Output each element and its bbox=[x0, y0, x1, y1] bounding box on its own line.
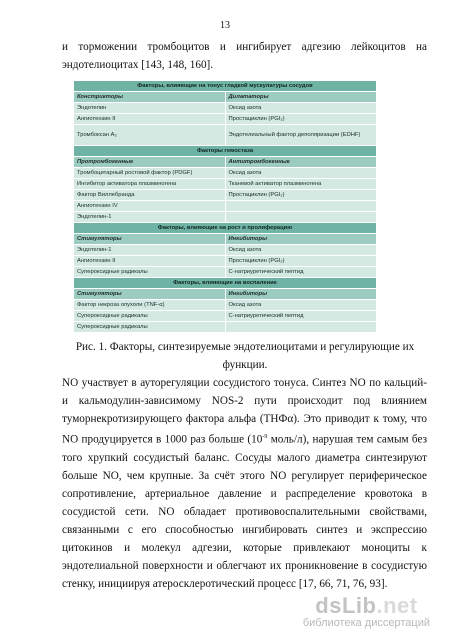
table-section-header bbox=[74, 223, 376, 234]
column-heading: Констрикторы bbox=[74, 92, 225, 103]
watermark-logo-tld: .net bbox=[376, 593, 418, 618]
table-cell: Простациклин (PGI₂) bbox=[225, 114, 376, 125]
column-heading: Антитромбогенные bbox=[225, 157, 376, 168]
table-cell: Тромбоцитарный ростовой фактор (PDGF) bbox=[74, 168, 225, 179]
column-heading: Дилататоры bbox=[225, 92, 376, 103]
body-paragraph bbox=[62, 374, 427, 593]
table-row bbox=[74, 267, 376, 278]
intro-paragraph: и торможении тромбоцитов и ингибирует адгезию лейкоцитов на эндотелиоцитах [143, 148, 160]. bbox=[62, 41, 427, 71]
table-row bbox=[74, 201, 376, 212]
table-cell: Простациклин (PGI₂) bbox=[225, 256, 376, 267]
table-cell: С-натриуретический пептид bbox=[225, 311, 376, 322]
table-subheader bbox=[74, 289, 376, 300]
section-title: Факторы, влияющие на рост и пролиферацию bbox=[74, 223, 376, 234]
table-row bbox=[74, 256, 376, 267]
table-cell: Оксид азота bbox=[225, 245, 376, 256]
table-cell: Оксид азота bbox=[225, 300, 376, 311]
page-number: 13 bbox=[220, 20, 230, 31]
table-cell: Тканевой активатор плазминогена bbox=[225, 179, 376, 190]
table-row bbox=[74, 300, 376, 311]
table-cell: Оксид азота bbox=[225, 103, 376, 114]
table-row bbox=[74, 125, 376, 146]
table-cell: Ангиотензин IV bbox=[74, 201, 225, 212]
table-cell: Супероксидные радикалы bbox=[74, 322, 225, 333]
column-heading: Стимуляторы bbox=[74, 234, 225, 245]
table-cell: Ангиотензин II bbox=[74, 114, 225, 125]
table-cell: Супероксидные радикалы bbox=[74, 311, 225, 322]
table-cell bbox=[225, 201, 376, 212]
table-cell: Эндотелин-1 bbox=[74, 212, 225, 223]
table-section-header bbox=[74, 278, 376, 289]
table-cell: Эндотелин bbox=[74, 103, 225, 114]
table-cell: Ингибитор активатора плазминогена bbox=[74, 179, 225, 190]
table-row bbox=[74, 212, 376, 223]
table-cell: Тромбоксан A₂ bbox=[74, 125, 225, 146]
table-cell: Фактор некроза опухоли (TNF-α) bbox=[74, 300, 225, 311]
table-row bbox=[74, 179, 376, 190]
factors-table bbox=[74, 81, 376, 333]
watermark-subtitle: библиотека диссертаций bbox=[302, 617, 430, 629]
section-title: Факторы гемостаза bbox=[74, 146, 376, 157]
table-row bbox=[74, 168, 376, 179]
table-section-header bbox=[74, 81, 376, 92]
watermark bbox=[303, 593, 430, 629]
table-cell: Оксид азота bbox=[225, 168, 376, 179]
table-cell: Супероксидные радикалы bbox=[74, 267, 225, 278]
table-cell: Эндотелиальный фактор деполяризации (EDHF) bbox=[225, 125, 376, 146]
table-row bbox=[74, 311, 376, 322]
section-title: Факторы, влияющие на воспаление bbox=[74, 278, 376, 289]
table-subheader bbox=[74, 157, 376, 168]
table-cell: С-натриуретический пептид bbox=[225, 267, 376, 278]
table-row bbox=[74, 245, 376, 256]
table-cell: Фактор Виллебранда bbox=[74, 190, 225, 201]
body-text-part2: моль/л), нарушая тем самым без того хрупкий сосудистый баланс. Сосуды малого диаметра синтезируют больше NO, чем крупные. За счёт этого NO регулирует периферическое сопротивление, артериальное давление и распределение кровотока в сосудистой сети. NO обладает противовоспалительными свойствами, связанными с его способностью ингибировать синтез и экспрессию цитокинов и молекул адгезии, которые привлекают моноциты к эндотелиальной поверхности и облегчают их проникновение в сосудистую стенку, инициируя атеросклеротический процесс [17, 66, 71, 76, 93]. bbox=[62, 433, 427, 590]
table-cell: Эндотелин-1 bbox=[74, 245, 225, 256]
body-text-part1: NO участвует в ауторегуляции сосудистого тонуса. Синтез NO по кальций- и кальмодулин-зависимому NOS-2 пути происходит под влиянием туморнекротизирующего фактора альфа (ТНФα). Это приводит к тому, что NO продуцируется в 1000 раз больше (10 bbox=[62, 377, 427, 446]
table-subheader bbox=[74, 92, 376, 103]
table-cell: Ангиотензин II bbox=[74, 256, 225, 267]
table-section-header bbox=[74, 146, 376, 157]
table-row bbox=[74, 190, 376, 201]
table-row bbox=[74, 114, 376, 125]
column-heading: Ингибиторы bbox=[225, 234, 376, 245]
watermark-logo-main: dsLib bbox=[315, 593, 377, 618]
body-text-superscript: -9 bbox=[262, 434, 268, 440]
section-title: Факторы, влияющие на тонус гладкой мускулатуры сосудов bbox=[74, 81, 376, 92]
column-heading: Стимуляторы bbox=[74, 289, 225, 300]
table-cell: Простациклин (PGI₂) bbox=[225, 190, 376, 201]
watermark-logo bbox=[303, 593, 430, 619]
table-row bbox=[74, 322, 376, 333]
table-cell bbox=[225, 322, 376, 333]
table-cell bbox=[225, 212, 376, 223]
column-heading: Протромбогенные bbox=[74, 157, 225, 168]
table-subheader bbox=[74, 234, 376, 245]
table-row bbox=[74, 103, 376, 114]
figure-caption: Рис. 1. Факторы, синтезируемые эндотелиоцитами и регулирующие их функции. bbox=[75, 341, 415, 371]
column-heading: Ингибиторы bbox=[225, 289, 376, 300]
